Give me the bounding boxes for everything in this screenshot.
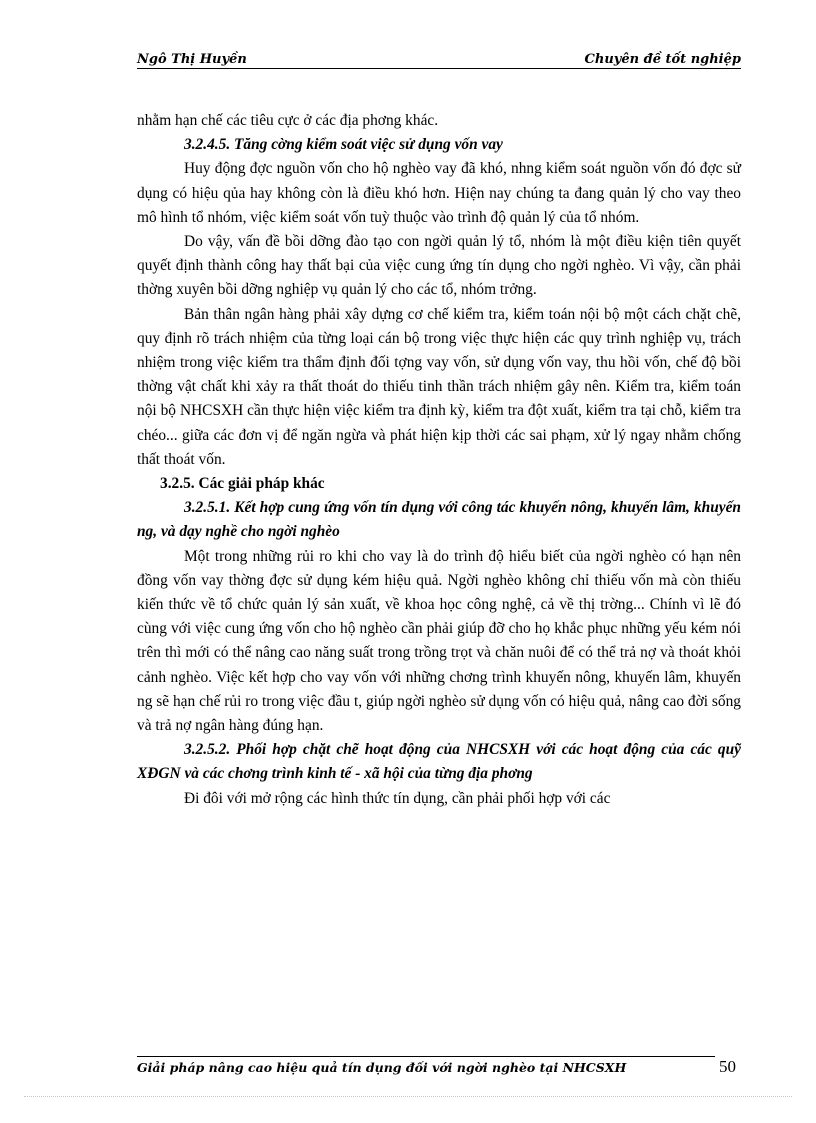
- header-author: Ngô Thị Huyền: [137, 52, 247, 67]
- paragraph-continuation: nhằm hạn chế các tiêu cực ở các địa phơng khác.: [137, 112, 439, 129]
- page-number: 50: [719, 1057, 736, 1076]
- heading-3-2-5: 3.2.5. Các giải pháp khác: [160, 475, 325, 493]
- document-body: [137, 109, 741, 811]
- footer-title: Giải pháp nâng cao hiệu quả tín dụng đối với ngời nghèo tại NHCSXH: [137, 1060, 627, 1075]
- page-header: [137, 46, 741, 69]
- paragraph: Đi đôi với mở rộng các hình thức tín dụng, cần phải phối hợp với các: [184, 789, 611, 807]
- page-edge-divider: [24, 1096, 792, 1097]
- heading-3-2-4-5: 3.2.4.5. Tăng cờng kiểm soát việc sử dụng vốn vay: [184, 136, 503, 154]
- paragraph: Do vậy, vấn đề bồi dỡng đào tạo con ngời quản lý tổ, nhóm là một điều kiện tiên quyết quyết định thành công hay thất bại của việc cung ứng tín dụng cho ngời nghèo. Vì vậy, cần phải thờng xuyên bồi dỡng nghiệp vụ quản lý cho các tổ, nhóm trởng.: [137, 233, 741, 299]
- paragraph: Bản thân ngân hàng phải xây dựng cơ chế kiểm tra, kiểm toán nội bộ một cách chặt chẽ, quy định rõ trách nhiệm của từng loại cán bộ trong việc thực hiện các quy trình nghiệp vụ, trách nhiệm trong việc kiểm tra thẩm định đối tợng vay vốn, sử dụng vốn vay, thu hồi vốn, chế độ bồi thờng vật chất khi xảy ra thất thoát do thiếu tinh thần trách nhiệm gây nên. Kiểm tra, kiểm toán nội bộ NHCSXH cần thực hiện việc kiểm tra định kỳ, kiểm tra đột xuất, kiểm tra tại chỗ, kiểm tra chéo... giữa các đơn vị để ngăn ngừa và phát hiện kịp thời các sai phạm, xử lý ngay nhằm chống thất thoát vốn.: [137, 305, 741, 468]
- heading-3-2-5-2: 3.2.5.2. Phối hợp chặt chẽ hoạt động của NHCSXH với các hoạt động của các quỹ XĐGN và các chơng trình kinh tế - xã hội của từng địa phơng: [137, 741, 741, 783]
- header-title: Chuyên đề tốt nghiệp: [584, 52, 741, 67]
- paragraph: Huy động đợc nguồn vốn cho hộ nghèo vay đã khó, nhng kiểm soát nguồn vốn đó đợc sử dụng có hiệu qủa hay không còn là điều khó hơn. Hiện nay chúng ta đang quản lý cho vay theo mô hình tổ nhóm, việc kiểm soát vốn tuỳ thuộc vào trình độ quản lý của tổ nhóm.: [137, 160, 741, 226]
- paragraph: Một trong những rủi ro khi cho vay là do trình độ hiểu biết của ngời nghèo có hạn nên đồng vốn vay thờng đợc sử dụng kém hiệu quả. Ngời nghèo không chỉ thiếu vốn mà còn thiếu kiến thức về tổ chức quản lý sản xuất, về khoa học công nghệ, cả về thị trờng... Chính vì lẽ đó cùng với việc cung ứng vốn cho hộ nghèo cần phải giúp đỡ cho họ khắc phục những yếu kém nói trên thì mới có thể nâng cao năng suất trong trồng trọt và chăn nuôi để có thể trả nợ và thoát khỏi cảnh nghèo. Việc kết hợp cho vay vốn với những chơng trình khuyến nông, khuyến lâm, khuyến ng sẽ hạn chế rủi ro trong việc đầu t, giúp ngời nghèo sử dụng vốn có hiệu quả, nâng cao đời sống và trả nợ ngân hàng đúng hạn.: [137, 547, 741, 735]
- page-footer: [137, 1056, 715, 1077]
- heading-3-2-5-1: 3.2.5.1. Kết hợp cung ứng vốn tín dụng với công tác khuyến nông, khuyến lâm, khuyến ng, và dạy nghề cho ngời nghèo: [137, 499, 741, 541]
